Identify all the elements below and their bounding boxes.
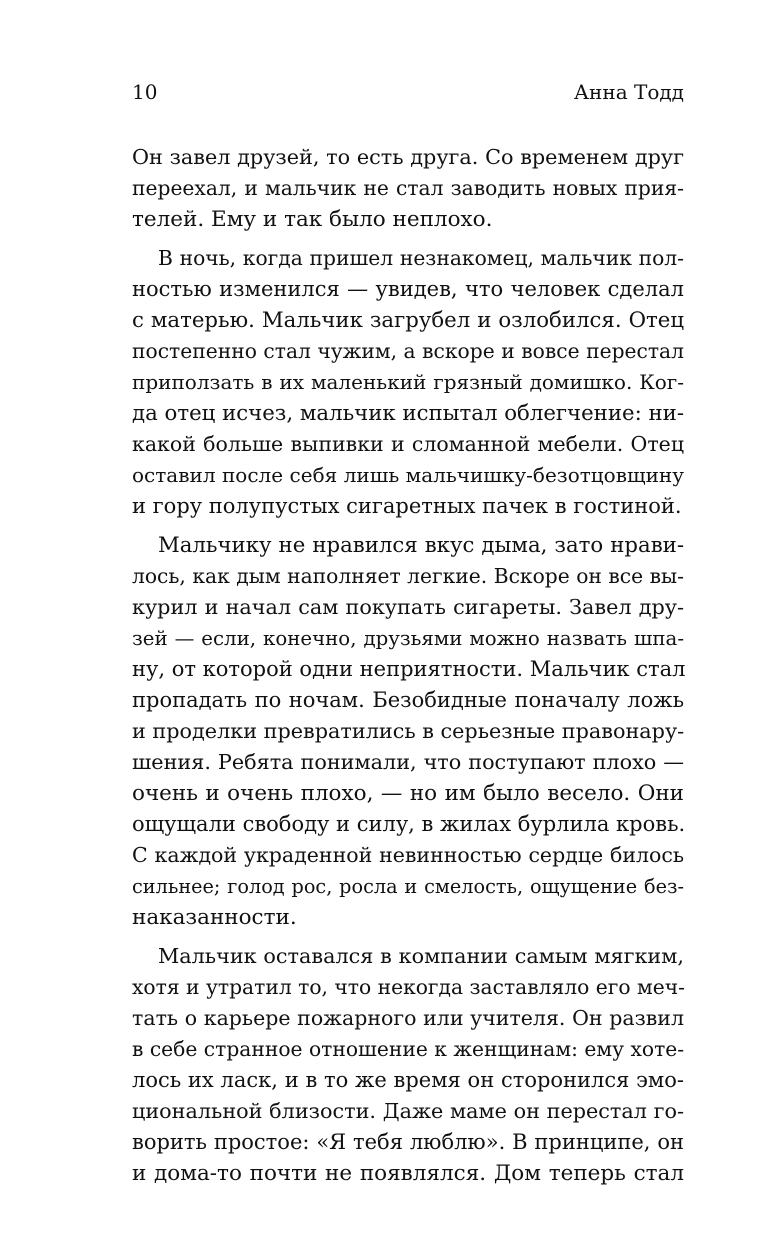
text-line: Мальчику не нравился вкус дыма, зато нрави- — [158, 533, 684, 558]
page-body — [132, 142, 684, 1189]
text-line: какой больше выпивки и сломанной мебели. Отец — [132, 432, 684, 456]
text-line: пропадать по ночам. Безобидные поначалу ложь — [132, 688, 684, 712]
text-line: курил и начал сам покупать сигареты. Завел дру- — [132, 595, 684, 619]
author-name: Анна Тодд — [573, 80, 684, 104]
text-line: лось, как дым наполняет легкие. Вскоре он все вы- — [132, 564, 684, 588]
text-line: с матерью. Мальчик загрубел и озлобился. Отец — [132, 308, 684, 333]
running-header — [132, 80, 684, 108]
text-line: наказанности. — [132, 905, 297, 930]
text-line: циональной близости. Даже маме он перестал го- — [132, 1099, 684, 1123]
text-line: переехал, и мальчик не стал заводить новых прия- — [132, 176, 684, 200]
text-line: да отец исчез, мальчик испытал облегчение: ни- — [132, 401, 684, 426]
text-line: приползать в их маленький грязный домишко. Ког- — [132, 370, 684, 394]
text-line: ворить простое: «Я тебя люблю». В принципе, он — [132, 1130, 684, 1154]
text-line: С каждой украденной невинностью сердце билось — [132, 843, 684, 867]
text-line: постепенно стал чужим, а вскоре и вовсе перестал — [132, 339, 684, 363]
text-line: тать о карьере пожарного или учителя. Он развил — [132, 1006, 684, 1030]
text-line: ощущали свободу и силу, в жилах бурлила кровь. — [132, 812, 686, 836]
text-line: и проделки превратились в серьезные правонару- — [132, 719, 685, 743]
text-line: Мальчик оставался в компании самым мягким, — [158, 944, 684, 968]
text-line: и гору полупустых сигаретных пачек в гостиной. — [132, 494, 682, 518]
text-line: шения. Ребята понимали, что поступают плохо — — [132, 750, 684, 774]
text-line: ностью изменился — увидев, что человек сделал — [132, 277, 684, 301]
paragraph — [132, 243, 684, 522]
page-number: 10 — [132, 80, 158, 104]
paragraph — [132, 530, 684, 933]
paragraph — [132, 941, 684, 1189]
text-line: ну, от которой одни неприятности. Мальчик стал — [132, 657, 686, 681]
text-line: телей. Ему и так было неплохо. — [132, 207, 493, 232]
text-line: оставил после себя лишь мальчишку-безотцовщину — [132, 463, 684, 487]
text-line: и дома-то почти не появлялся. Дом теперь стал — [132, 1161, 684, 1186]
text-line: Он завел друзей, то есть друга. Со временем друг — [132, 145, 684, 169]
text-line: очень и очень плохо, — но им было весело. Они — [132, 781, 684, 806]
text-line: сильнее; голод рос, росла и смелость, ощущение без- — [132, 875, 684, 898]
text-line: хотя и утратил то, что некогда заставляло его меч- — [132, 975, 685, 999]
text-line: лось их ласк, и в то же время он сторонился эмо- — [132, 1068, 684, 1092]
text-line: в себе странное отношение к женщинам: ему хоте- — [132, 1037, 685, 1061]
text-line: зей — если, конечно, друзьями можно назвать шпа- — [132, 627, 684, 650]
text-line: В ночь, когда пришел незнакомец, мальчик пол- — [158, 246, 684, 270]
paragraph — [132, 142, 684, 235]
